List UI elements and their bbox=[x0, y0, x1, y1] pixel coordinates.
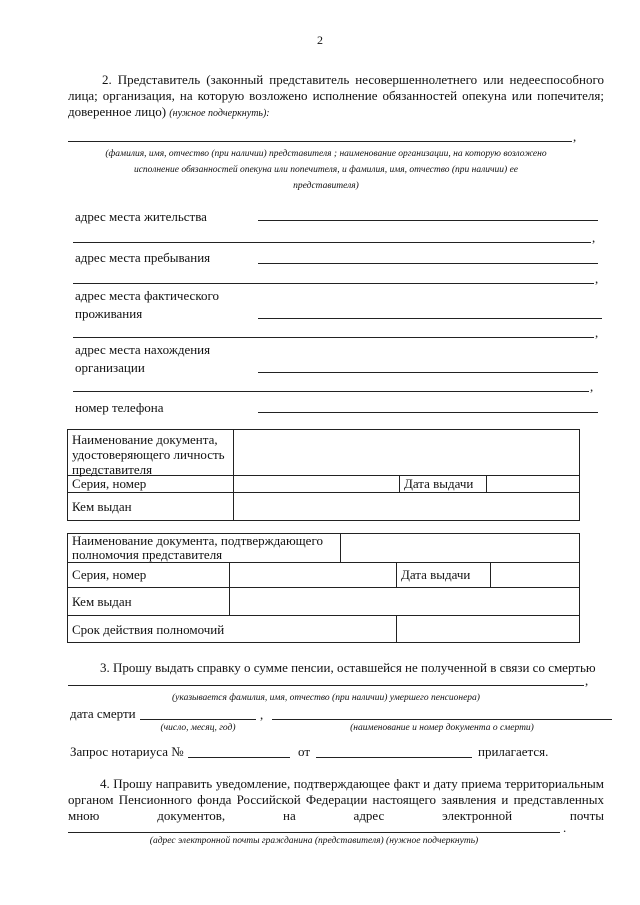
authority-issue-date-label: Дата выдачи bbox=[401, 567, 471, 582]
comma: , bbox=[595, 325, 599, 340]
cell-line: Наименование документа, bbox=[72, 432, 218, 447]
comma: , bbox=[595, 271, 599, 286]
deceased-name-field[interactable] bbox=[68, 685, 584, 686]
identity-issue-date-label: Дата выдачи bbox=[404, 476, 474, 491]
residence-address-field[interactable] bbox=[258, 220, 598, 221]
notary-request-label: Запрос нотариуса № bbox=[70, 744, 184, 759]
label-line: проживания bbox=[75, 306, 143, 321]
identity-issued-by-field[interactable] bbox=[234, 493, 579, 520]
comma: , bbox=[590, 379, 594, 394]
comma: , bbox=[585, 673, 589, 688]
stay-address-field[interactable] bbox=[258, 263, 598, 264]
identity-issued-by-label: Кем выдан bbox=[72, 499, 132, 514]
identity-series-label: Серия, номер bbox=[72, 476, 147, 491]
identity-series-field[interactable] bbox=[234, 476, 398, 491]
notary-from-label: от bbox=[298, 744, 311, 759]
authority-issued-by-label: Кем выдан bbox=[72, 594, 132, 609]
notary-number-field[interactable] bbox=[188, 757, 290, 758]
org-address-field[interactable] bbox=[258, 372, 598, 373]
authority-series-label: Серия, номер bbox=[72, 567, 147, 582]
section3-paragraph: 3. Прошу выдать справку о сумме пенсии, оставшейся не полученной в связи со смертью bbox=[100, 660, 596, 675]
authority-validity-field[interactable] bbox=[397, 616, 579, 642]
org-address-label bbox=[75, 342, 210, 376]
section4-paragraph: 4. Прошу направить уведомление, подтверждающее факт и дату приема территориальным органом Пенсионного фонда Российской Федерации настоящего заявления и представленных мною документов, на адрес электронной почты bbox=[68, 776, 604, 823]
actual-address-label bbox=[75, 288, 219, 322]
caption-line: представителя) bbox=[293, 181, 359, 191]
authority-series-field[interactable] bbox=[230, 563, 395, 586]
label-line: адрес места нахождения bbox=[75, 342, 211, 357]
email-caption: (адрес электронной почты гражданина (представителя) (нужное подчеркнуть) bbox=[149, 836, 479, 846]
authority-doc-name-label bbox=[72, 534, 340, 562]
phone-label: номер телефона bbox=[75, 400, 164, 415]
section2-note: (нужное подчеркнуть): bbox=[169, 108, 270, 119]
caption-line: исполнение обязанностей опекуна или попечителя, и фамилия, имя, отчество (при наличии) ее bbox=[133, 165, 519, 175]
cell-line: полномочия представителя bbox=[72, 547, 223, 562]
phone-field[interactable] bbox=[258, 412, 598, 413]
residence-address-field-2[interactable] bbox=[73, 242, 591, 243]
actual-address-field-2[interactable] bbox=[73, 337, 594, 338]
actual-address-field[interactable] bbox=[258, 318, 602, 319]
comma: , bbox=[260, 707, 264, 722]
notary-attached-label: прилагается. bbox=[478, 744, 549, 759]
cell-line: представителя bbox=[72, 462, 153, 477]
representative-name-line[interactable] bbox=[68, 141, 572, 142]
dot: . bbox=[563, 820, 567, 835]
comma: , bbox=[592, 230, 596, 245]
section2-paragraph bbox=[68, 72, 604, 122]
page-number: 2 bbox=[317, 33, 323, 47]
authority-issue-date-field[interactable] bbox=[491, 563, 579, 586]
label-line: адрес места фактического bbox=[75, 288, 219, 303]
caption-line: (фамилия, имя, отчество (при наличии) представителя ; наименование организации, на которую возложено bbox=[105, 149, 547, 159]
stay-address-label: адрес места пребывания bbox=[75, 250, 211, 265]
identity-doc-name-label bbox=[72, 432, 232, 477]
label-line: организации bbox=[75, 360, 145, 375]
comma: , bbox=[573, 129, 577, 144]
death-date-label: дата смерти bbox=[70, 706, 136, 721]
representative-caption bbox=[60, 146, 592, 194]
org-address-field-2[interactable] bbox=[73, 391, 589, 392]
deceased-caption: (указывается фамилия, имя, отчество (при наличии) умершего пенсионера) bbox=[172, 693, 480, 703]
residence-address-label: адрес места жительства bbox=[75, 209, 207, 224]
stay-address-field-2[interactable] bbox=[73, 283, 594, 284]
section2-text: 2. Представитель (законный представитель несовершеннолетнего или недееспособного лица; организация, на которую возложено исполнение обязанностей опекуна или попечителя; доверенное лицо) bbox=[68, 72, 604, 119]
identity-issue-date-field[interactable] bbox=[487, 476, 579, 491]
authority-doc-name-field[interactable] bbox=[341, 534, 579, 561]
death-document-caption: (наименование и номер документа о смерти) bbox=[350, 723, 534, 733]
cell-line: Наименование документа, подтверждающего bbox=[72, 533, 323, 548]
cell-line: удостоверяющего личность bbox=[72, 447, 225, 462]
authority-issued-by-field[interactable] bbox=[230, 588, 579, 614]
notary-date-field[interactable] bbox=[316, 757, 472, 758]
authority-validity-label: Срок действия полномочий bbox=[72, 622, 225, 637]
death-date-caption: (число, месяц, год) bbox=[160, 723, 236, 733]
identity-doc-name-field[interactable] bbox=[234, 430, 579, 474]
